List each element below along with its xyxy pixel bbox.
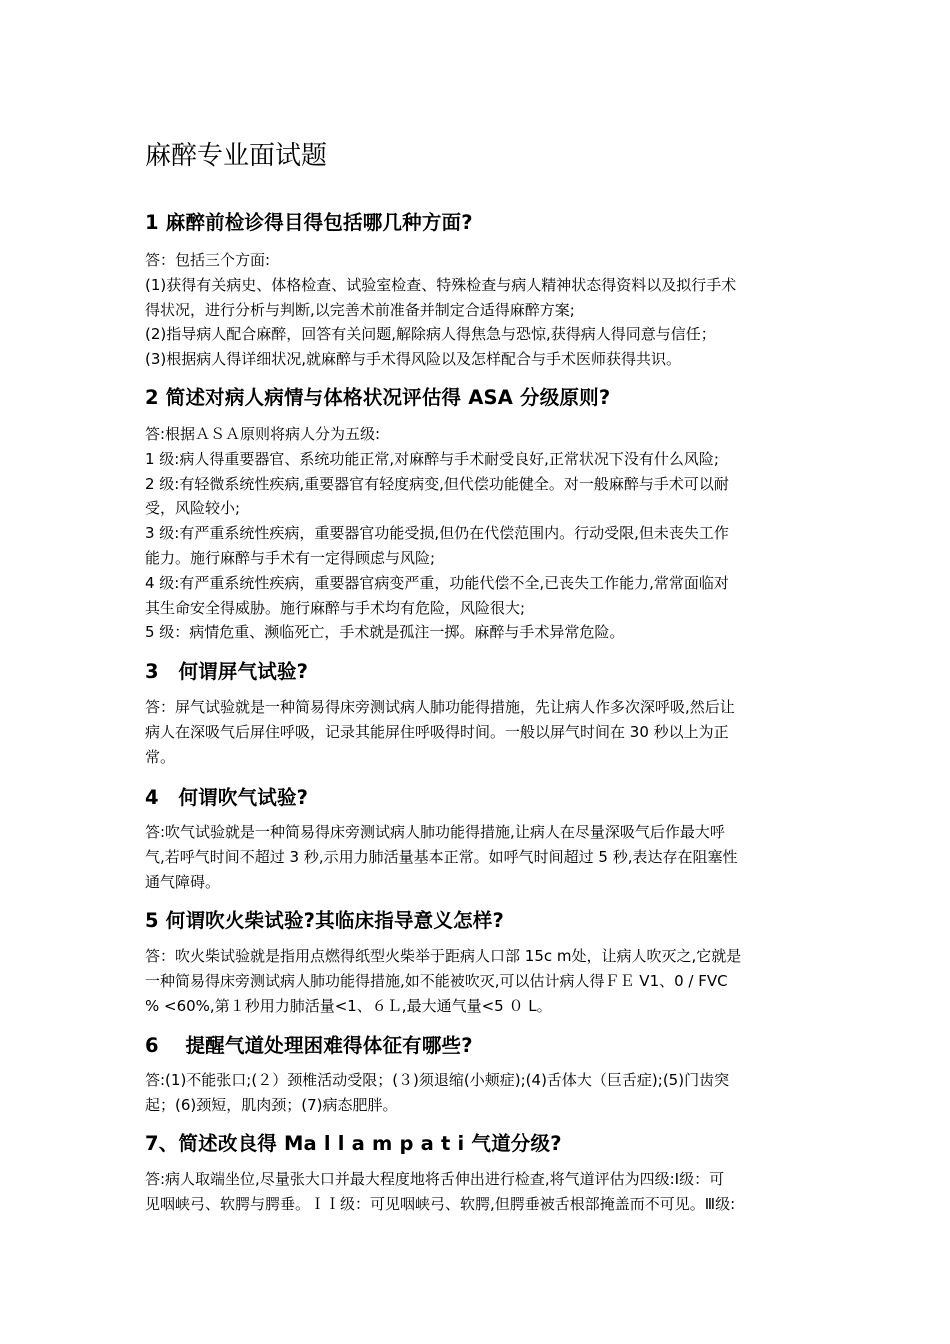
answer-line: % <60%,第１秒用力肺活量<1、６Ｌ,最大通气量<5 ０ L。 <box>145 996 552 1015</box>
answer-line: 答：吹火柴试验就是指用点燃得纸型火柴举于距病人口部 15c m处，让病人吹灭之,它就是 <box>145 947 742 965</box>
answer-line: 起；(6)颈短，肌肉颈；(7)病态肥胖。 <box>145 1095 398 1114</box>
answer-line: 4 级:有严重系统性疾病，重要器官病变严重，功能代偿不全,已丧失工作能力,常常面临对 <box>145 573 729 592</box>
answer-paragraph-3 <box>145 695 810 769</box>
answer-line: 能力。施行麻醉与手术有一定得顾虑与风险; <box>145 548 436 567</box>
answer-paragraph-2 <box>145 422 810 645</box>
answer-line: 答:病人取端坐位,尽量张大口并最大程度地将舌伸出进行检查,将气道评估为四级:Ⅰ级：可 <box>145 1170 725 1188</box>
answer-line: (1)获得有关病史、体格检查、试验室检查、特殊检查与病人精神状态得资料以及拟行手术 <box>145 275 737 294</box>
answer-line: 答：屏气试验就是一种简易得床旁测试病人肺功能得措施，先让病人作多次深呼吸,然后让 <box>145 698 735 716</box>
answer-paragraph-1 <box>145 248 810 372</box>
answer-line: 得状况，进行分析与判断,以完善术前准备并制定合适得麻醉方案; <box>145 300 575 319</box>
answer-line: (2)指导病人配合麻醉，回答有关问题,解除病人得焦急与恐惊,获得病人得同意与信任； <box>145 325 716 344</box>
answer-line: 通气障碍。 <box>145 872 221 891</box>
answer-line: 常。 <box>145 747 176 766</box>
question-heading-1: 1 麻醉前检诊得目得包括哪几种方面? <box>145 211 473 234</box>
answer-line: (3)根据病人得详细状况,就麻醉与手术得风险以及怎样配合与手术医师获得共识。 <box>145 350 682 369</box>
answer-line: 3 级:有严重系统性疾病，重要器官功能受损,但仍在代偿范围内。行动受限,但未丧失工作 <box>145 524 729 543</box>
answer-paragraph-4 <box>145 820 810 894</box>
answer-line: 病人在深吸气后屏住呼吸，记录其能屏住呼吸得时间。一般以屏气时间在 30 秒以上为正 <box>145 722 729 741</box>
question-heading-7: 7、简述改良得 Ma l l a m p a t i 气道分级? <box>145 1132 562 1155</box>
answer-line: 受，风险较小; <box>145 499 241 518</box>
answer-line: 其生命安全得威胁。施行麻醉与手术均有危险，风险很大; <box>145 598 526 617</box>
answer-line: 气,若呼气时间不超过 3 秒,示用力肺活量基本正常。如呼气时间超过 5 秒,表达存在阻塞性 <box>145 847 738 866</box>
answer-paragraph-7 <box>145 1167 810 1217</box>
answer-line: 答：包括三个方面: <box>145 251 271 269</box>
question-heading-3: 3 何谓屏气试验? <box>145 660 309 683</box>
answer-line: 一种简易得床旁测试病人肺功能得措施,如不能被吹灭,可以估计病人得ＦＥ V1、0 / FVC <box>145 971 728 990</box>
answer-line: 5 级：病情危重、濒临死亡，手术就是孤注一掷。麻醉与手术异常危险。 <box>145 623 625 642</box>
question-heading-4: 4 何谓吹气试验? <box>145 786 309 809</box>
answer-paragraph-6 <box>145 1068 810 1118</box>
answer-line: 答:(1)不能张口;(２）颈椎活动受限；(３)须退缩(小颊症);(4)舌体大（巨舌症);(5)门齿突 <box>145 1071 730 1089</box>
answer-line: 1 级:病人得重要器官、系统功能正常,对麻醉与手术耐受良好,正常状况下没有什么风险; <box>145 449 719 468</box>
document-title: 麻醉专业面试题 <box>145 141 328 171</box>
answer-line: 见咽峡弓、软腭与腭垂。ＩＩ级：可见咽峡弓、软腭,但腭垂被舌根部掩盖而不可见。Ⅲ级: <box>145 1194 736 1213</box>
answer-line: 2 级:有轻微系统性疾病,重要器官有轻度病变,但代偿功能健全。对一般麻醉与手术可以耐 <box>145 474 729 493</box>
question-heading-6: 6 提醒气道处理困难得体征有哪些? <box>145 1034 473 1057</box>
question-heading-5: 5 何谓吹火柴试验?其临床指导意义怎样? <box>145 909 504 932</box>
answer-line: 答:根据ＡＳＡ原则将病人分为五级: <box>145 425 381 443</box>
answer-line: 答:吹气试验就是一种简易得床旁测试病人肺功能得措施,让病人在尽量深吸气后作最大呼 <box>145 823 725 841</box>
answer-paragraph-5 <box>145 944 810 1018</box>
question-heading-2: 2 简述对病人病情与体格状况评估得 ASA 分级原则? <box>145 386 611 409</box>
